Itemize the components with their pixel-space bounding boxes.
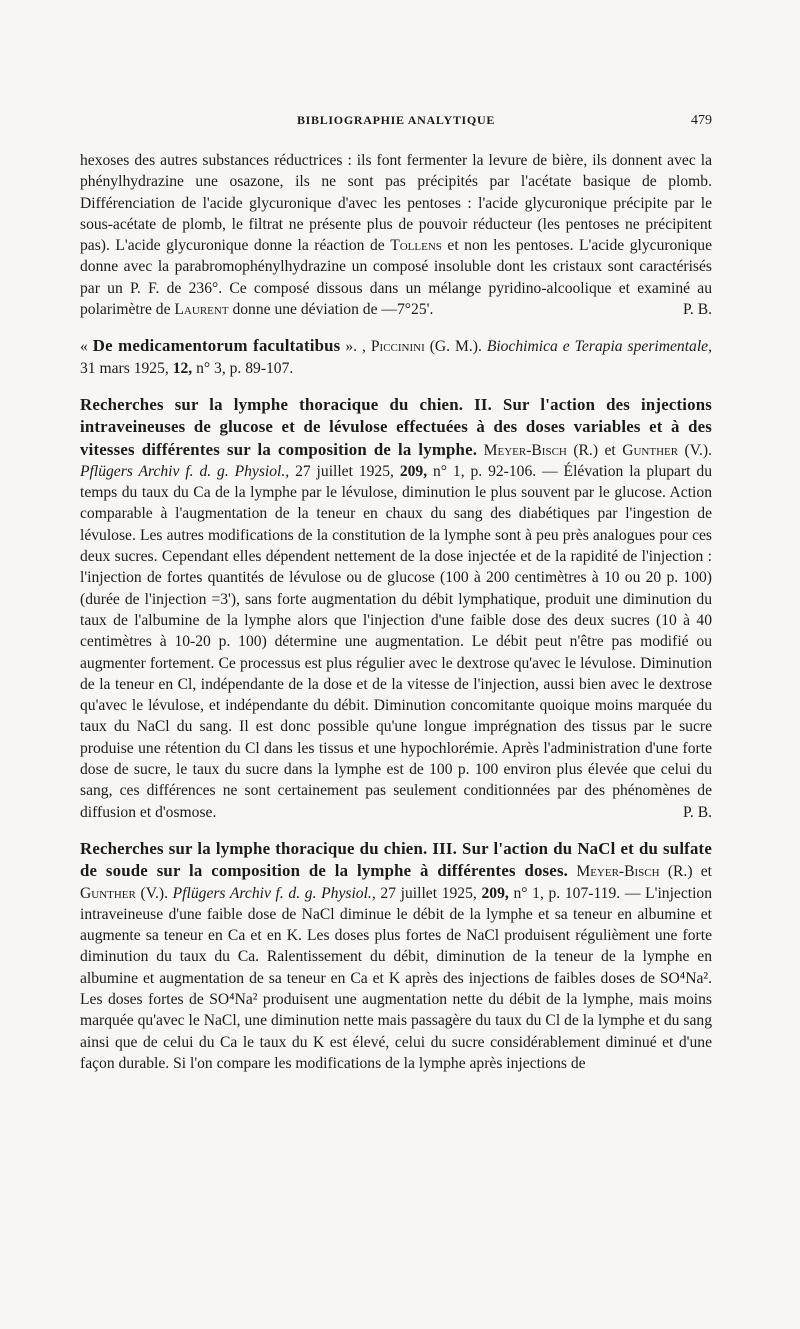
entry3-author2: Gunther [622,441,679,459]
entry3-text: Élévation la plupart du temps du taux du Ca de la lymphe par le lévulose, diminution le plus souvent par le glucose. Action comparable à l'augmentation de la teneur en chaux du sang des diabétiques par l'ingestion de lévulose. Les autres modifications de la constitution de la lymphe sont à peu près analogues pour ces deux sucres. Cependant elles dépendent nettement de la dose injectée et de la rapidité de l'injection : l'injection de fortes quantités de lévulose ou de glucose (100 à 200 centimètres à 10 ou 20 p. 100) (durée de l'injection =3'), sans forte augmentation du débit lymphatique, produit une diminution du taux de l'albumine de la lymphe alors que l'injection d'une faible dose des deux sucres (10 à 40 centimètres à 10-20 p. 100) détermine une augmentation. Le débit peut n'être pas modifié ou augmenter fortement. Ce processus est plus régulier avec le dextrose qu'avec le lévulose. Diminution de la teneur en Cl, indépendante de la dose et de la vitesse de l'injection, aussi bien avec le dextrose qu'avec le lévulose, et indépendante du débit. Diminution concomitante quoique moins marquée du taux du NaCl du sang. Il est donc possible qu'une longue imprégnation des tissus par le sucre produise une rétention du Cl dans les tissus et une hypochlorémie. Après l'administration d'une forte dose de sucre, le taux du sucre dans la lymphe est de 100 p. 100 environ plus élevée que celui du sang, ces différences ne sont certainement pas seulement conditionnées par des phénomènes de diffusion et d'osmose. [80,462,712,821]
entry3-signature: P. B. [682,803,712,821]
entry4-issue: n° 1, p. 107-119. — [513,884,641,902]
entry1-text: hexoses des autres substances réductrices : ils font fermenter la levure de bière, ils donnent avec la phénylhydrazine une osazone, ils ne sont pas précipités par l'acétate basique de plomb. Différenciation de l'acide glycuronique d'avec les pentoses : l'acide glycuronique précipite par le sous-acétate de plomb, le filtrat ne présente plus de pouvoir réducteur (les pentoses ne précipitent pas). L'acide glycuronique donne la réaction de [80,152,712,255]
entry2-issue: n° 3, p. 89-107. [196,359,294,377]
entry3-volume: 209, [399,462,428,480]
entry4-volume: 209, [481,884,509,902]
entry-medicamentorum [80,335,712,379]
page-header [80,113,712,133]
entry1-text3: donne une déviation de —7°25'. [232,301,434,319]
page-number: 479 [691,113,712,128]
entry2-author: Piccinini [370,338,425,356]
entry3-author1: Meyer-Bisch [483,441,567,459]
entry4-author1: Meyer-Bisch [576,863,660,881]
quote-close: ». , [340,338,366,356]
entry3-title: Recherches sur la lymphe thoracique du chien. II. Sur l'action des injections intraveineuses de glucose et de lévulose effectuées à des doses variables et à des vitesses différentes sur la composition de la lymphe. [80,394,712,459]
entry-lymphe-iii [80,838,712,1074]
entry4-date: 27 juillet 1925, [380,884,477,902]
entry3-issue: n° 1, p. 92-106. — [433,462,558,480]
entry4-author1-initials: (R.) et [667,863,713,881]
entry2-volume: 12, [172,359,193,377]
entry2-author-initials: (G. M.). [429,338,482,356]
quote-open: « [80,338,93,356]
running-title: BIBLIOGRAPHIE ANALYTIQUE [296,113,496,127]
page-body [80,150,712,1074]
entry4-text: L'injection intraveineuse d'une faible dose de NaCl diminue le débit de la lymphe et sa teneur en albumine et augmente sa teneur en Ca et en K. Les doses plus fortes de NaCl produisent régulièment une forte diminution du taux du Ca. Ralentissement du débit, diminution de la teneur de la lymphe en albumine et augmentation de sa teneur en Ca et K après des injections de faibles doses de SO⁴Na². Les doses fortes de SO⁴Na² produisent une augmentation nette du débit de la lymphe, mais moins marquée qu'avec le NaCl, une diminution nette mais passagère du taux du Cl de la lymphe et du sang ainsi que de celui du Ca le taux du K est élevé, celui du sucre considérablement diminué et d'une façon durable. Si l'on compare les modifications de la lymphe après injections de [80,884,713,1072]
entry4-title: Recherches sur la lymphe thoracique du chien. III. Sur l'action du NaCl et du sulfate de soude sur la composition de la lymphe à différentes doses. [80,838,712,881]
entry3-author1-initials: (R.) et [573,441,616,459]
entry1-signature: P. B. [682,301,712,319]
entry4-author2-initials: (V.). [140,884,168,902]
author-tollens: Tollens [390,237,442,255]
entry4-journal: Pflügers Archiv f. d. g. Physiol., [172,884,376,902]
entry2-title: De medicamentorum facultatibus [92,336,341,356]
author-laurent: Laurent [174,301,229,319]
entry3-date: 27 juillet 1925, [295,462,394,480]
entry-continued [80,150,712,320]
entry3-journal: Pflügers Archiv f. d. g. Physiol., [80,462,290,480]
entry-lymphe-ii [80,394,712,823]
entry4-author2: Gunther [80,884,136,902]
entry1-text2: et non les pentoses. L'acide glycuronique donne avec la parabromophénylhydrazine un composé insoluble dont les cristaux sont caractérisés par un P. F. de 236°. Ce composé dissous dans un mélange pyridino-alcoolique et examiné au polarimètre de [80,237,712,319]
entry3-author2-initials: (V.). [684,441,712,459]
entry2-journal: Biochimica e Terapia sperimentale, [486,338,712,356]
entry2-details: 31 mars 1925, [80,359,169,377]
